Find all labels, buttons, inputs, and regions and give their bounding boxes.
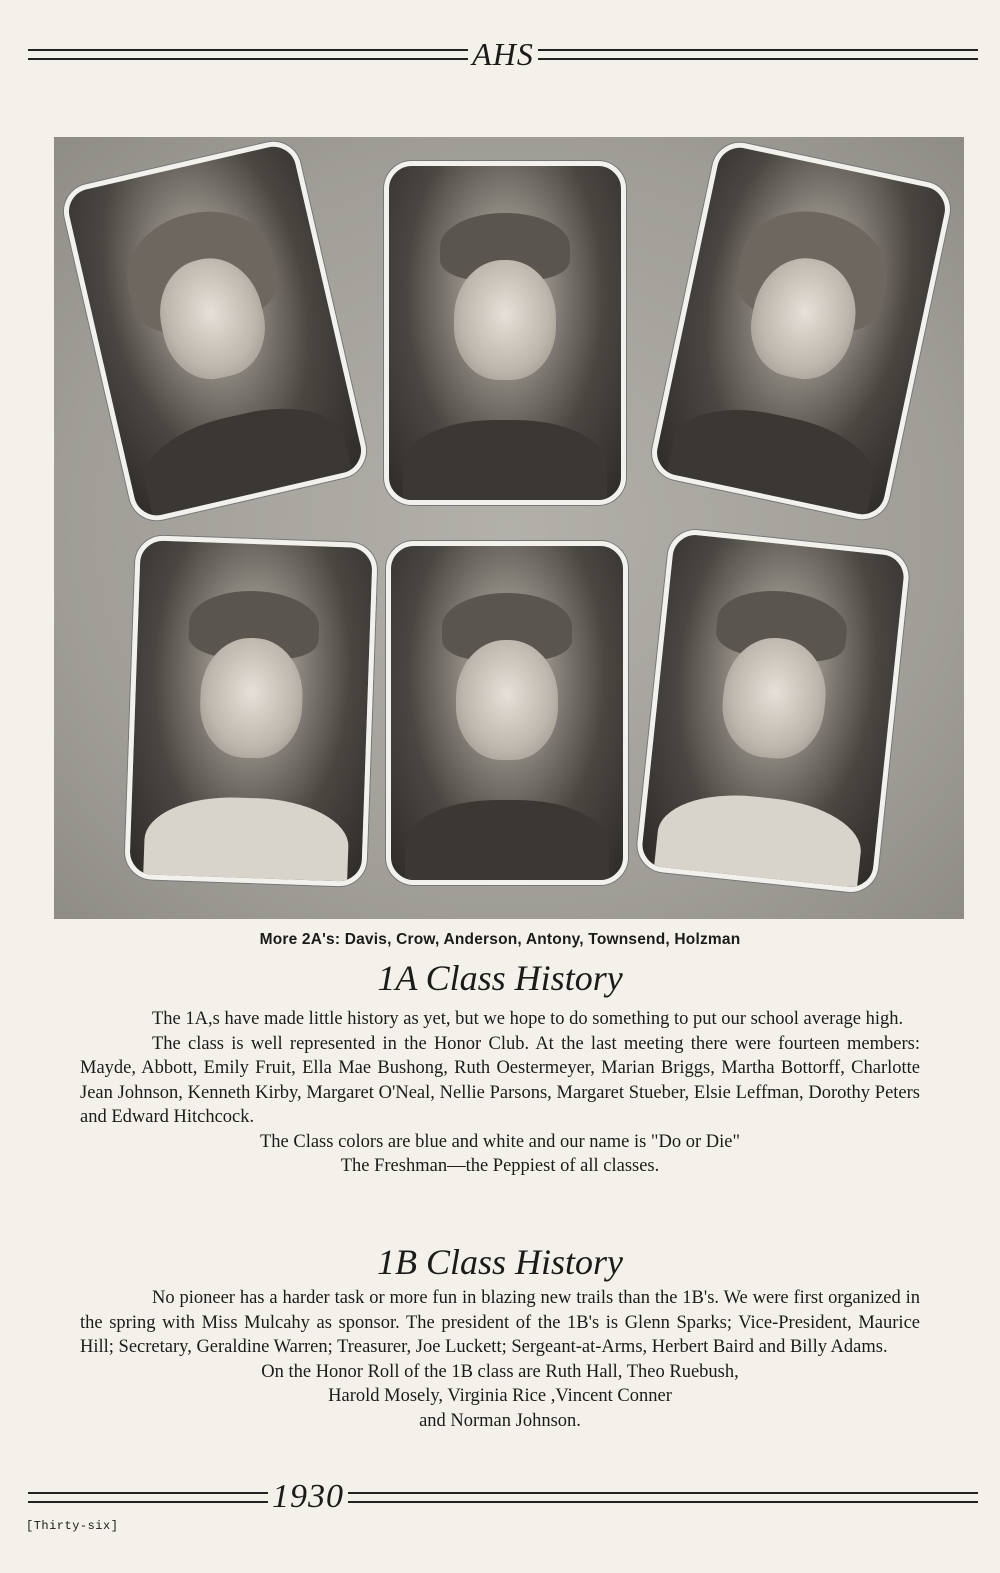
centered-line: The Class colors are blue and white and our name is "Do or Die" bbox=[259, 1131, 741, 1152]
header-rule bbox=[28, 38, 978, 70]
portrait-photo bbox=[647, 138, 955, 525]
portrait-photo bbox=[58, 136, 371, 526]
section-body-1b bbox=[80, 1286, 920, 1433]
footer-rule-right bbox=[348, 1492, 978, 1503]
centered-line: The Freshman—the Peppiest of all classes. bbox=[340, 1156, 660, 1176]
section-body-1a bbox=[80, 1007, 920, 1179]
centered-line: On the Honor Roll of the 1B class are Ruth Hall, Theo Ruebush, bbox=[261, 1361, 739, 1382]
footer-year: 1930 bbox=[272, 1478, 344, 1515]
centered-line: and Norman Johnson. bbox=[419, 1410, 581, 1431]
centered-line: Harold Mosely, Virginia Rice ,Vincent Conner bbox=[328, 1386, 672, 1406]
portrait-panel bbox=[54, 137, 964, 919]
photo-caption: More 2A's: Davis, Crow, Anderson, Antony, Townsend, Holzman bbox=[259, 931, 741, 948]
portrait-photo bbox=[124, 535, 378, 887]
portrait-photo bbox=[635, 527, 912, 894]
footer-rule bbox=[28, 1480, 978, 1514]
portrait-photo bbox=[384, 161, 626, 505]
portrait-photo bbox=[386, 541, 628, 885]
paragraph: No pioneer has a harder task or more fun in blazing new trails than the 1B's. We were first organized in the spring with Miss Mulcahy as sponsor. The president of the 1B's is Glenn Sparks; Vice-President, Maurice Hill; Secretary, Geraldine Warren; Treasurer, Joe Luckett; Sergeant-at-Arms, Herbert Baird and Billy Adams. bbox=[80, 1288, 920, 1357]
section-heading-1b: 1B Class History bbox=[376, 1242, 624, 1282]
section-heading-1a: 1A Class History bbox=[377, 958, 623, 998]
header-rule-left bbox=[28, 49, 468, 60]
paragraph: The 1A,s have made little history as yet, but we hope to do something to put our school average high. bbox=[152, 1009, 904, 1029]
page-number: [Thirty-six] bbox=[26, 1519, 119, 1533]
header-label: AHS bbox=[472, 36, 534, 72]
paragraph: The class is well represented in the Honor Club. At the last meeting there were fourteen members: Mayde, Abbott, Emily Fruit, Ella Mae Bushong, Ruth Oestermeyer, Marian Briggs, Martha Bottorff, Charlotte Jean Johnson, Kenneth Kirby, Margaret O'Neal, Nellie Parsons, Margaret Stueber, Elsie Leffman, Dorothy Peters and Edward Hitchcock. bbox=[80, 1033, 920, 1127]
header-rule-right bbox=[538, 49, 978, 60]
footer-rule-left bbox=[28, 1492, 268, 1503]
